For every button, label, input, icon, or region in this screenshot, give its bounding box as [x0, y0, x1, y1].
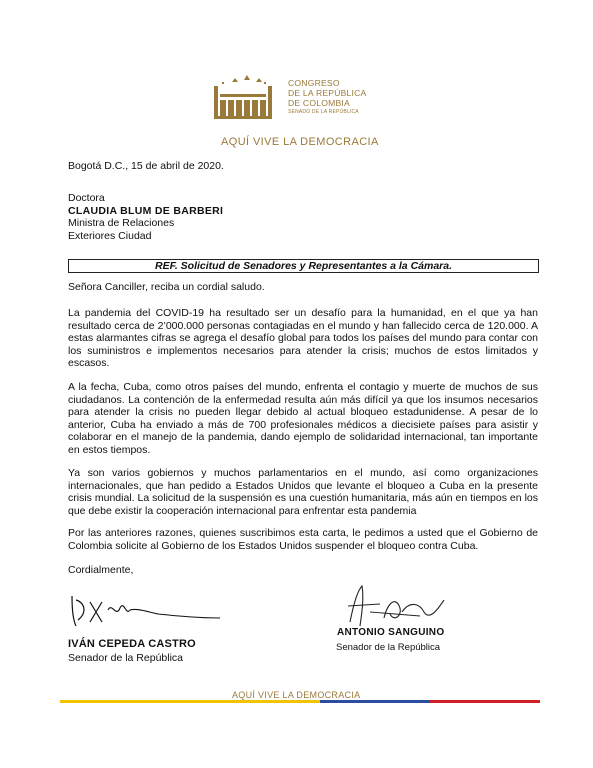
- body-paragraph: La pandemia del COVID-19 ha resultado ser un desafío para la humanidad, en el que ya han resultado cerca de 2’000.000 personas contagiadas en el mundo y han fallecido cerca de 120.000. A estas alarmantes cifras se agrega el desafío global para todos los países del mundo para contar con los suministros e implementos necesarios para atender la crisis; muchos de estos limitados y escasos.: [68, 307, 538, 369]
- signer-name: ANTONIO SANGUINO: [337, 627, 445, 638]
- signer-role: Senador de la República: [336, 642, 441, 653]
- logo-line: SENADO DE LA REPÚBLICA: [288, 109, 359, 115]
- footer-motto: AQUÍ VIVE LA DEMOCRACIA: [232, 690, 361, 700]
- logo-line: DE COLOMBIA: [288, 98, 350, 108]
- colombia-flag-stripe: [60, 700, 540, 703]
- recipient-title: Doctora: [68, 192, 105, 204]
- letter-date: Bogotá D.C., 15 de abril de 2020.: [68, 160, 224, 172]
- body-paragraph: A la fecha, Cuba, como otros países del mundo, enfrenta el contagio y muerte de muchos de sus ciudadanos. La contención de la enfermedad resulta aún más difícil ya que los insumos necesarios para atender la crisis no pueden llegar debido al actual bloqueo estadunidense. A pesar de lo anterior, Cuba ha enviado a más de 700 profesionales médicos a diecisiete países para asistir y colaborar en el manejo de la pandemia, dando ejemplo de solidaridad internacional, tan importante en estos tiempos.: [68, 381, 538, 456]
- flag-blue: [320, 700, 430, 703]
- flag-red: [430, 700, 540, 703]
- body-paragraph: Por las anteriores razones, quienes suscribimos esta carta, le pedimos a usted que el Gobierno de Colombia solicite al Gobierno de los Estados Unidos suspender el bloqueo contra Cuba.: [68, 527, 538, 552]
- recipient-block: [68, 192, 223, 242]
- logo-line: CONGRESO: [288, 78, 340, 88]
- recipient-org: Exteriores Ciudad: [68, 229, 152, 242]
- reference-text: REF. Solicitud de Senadores y Representantes a la Cámara.: [154, 260, 453, 272]
- body-paragraph: Ya son varios gobiernos y muchos parlamentarios en el mundo, así como organizaciones internacionales, que han pedido a Estados Unidos que levante el bloqueo a Cuba en la presente crisis mundial. La solicitud de la suspensión es una cuestión humanitaria, más aún en tiempos en los que debe existir la cooperación internacional para enfrentar esta pandemia: [68, 467, 538, 517]
- recipient-name: CLAUDIA BLUM DE BARBERI: [68, 204, 224, 217]
- recipient-role: Ministra de Relaciones: [68, 217, 175, 229]
- closing: Cordialmente,: [68, 564, 134, 576]
- signer-role: Senador de la República: [68, 652, 183, 664]
- signer-name: IVÁN CEPEDA CASTRO: [68, 638, 196, 650]
- greeting: Señora Canciller, reciba un cordial saludo.: [68, 281, 265, 293]
- header-motto: AQUÍ VIVE LA DEMOCRACIA: [221, 136, 379, 148]
- signature-cepeda: [68, 592, 228, 632]
- signature-sanguino: [340, 582, 460, 630]
- reference-box: [68, 259, 539, 273]
- flag-yellow: [60, 700, 320, 703]
- capitol-icon: [212, 74, 282, 120]
- logo-wordmark: [288, 78, 366, 116]
- logo-line: DE LA REPÚBLICA: [288, 88, 367, 98]
